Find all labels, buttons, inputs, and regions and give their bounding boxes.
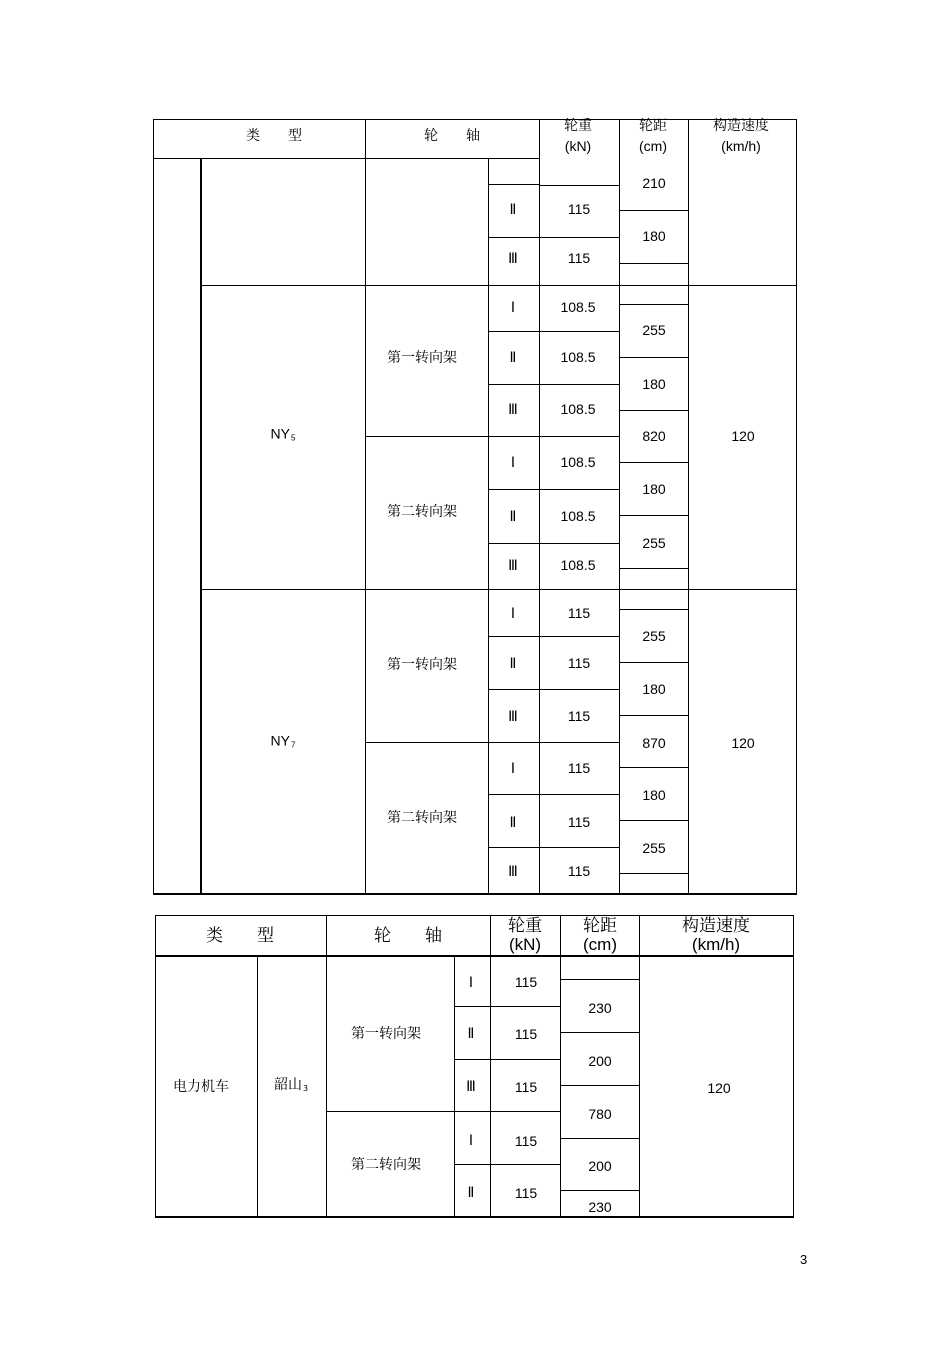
t1-ny5-load: 108.5 — [560, 401, 596, 417]
t1-ny7-axle: Ⅰ — [510, 605, 516, 621]
t1-ny5-load: 108.5 — [560, 508, 596, 524]
t1-ny5-load: 108.5 — [560, 299, 596, 315]
t1-header-type: 类 型 — [246, 128, 302, 144]
t1-ny7-axle: Ⅲ — [508, 708, 518, 724]
t2-load: 115 — [514, 1026, 538, 1042]
t1-ny7-model: $NY_7$ — [270, 732, 296, 750]
t1-ny7-wheelbase: 255 — [642, 628, 666, 644]
t1-ny5-load: 108.5 — [560, 349, 596, 365]
t1-ny5-wheelbase: 820 — [642, 428, 666, 444]
t1-top-wheelbase-2: 180 — [642, 228, 666, 244]
t2-header-axle: 轮 轴 — [374, 926, 442, 946]
t2-wheelbase: 230 — [588, 1199, 612, 1215]
t1-top-load-3: 115 — [567, 250, 591, 266]
t1-ny5-axle: Ⅲ — [508, 557, 518, 573]
t2-load: 115 — [514, 1133, 538, 1149]
t1-ny7-load: 115 — [567, 863, 591, 879]
t1-ny7-load: 115 — [567, 605, 591, 621]
t1-ny7-bogie-2: 第二转向架 — [387, 810, 457, 826]
t1-top-load-2: 115 — [567, 201, 591, 217]
t1-header-speed-unit: (km/h) — [721, 138, 761, 154]
t1-ny7-wheelbase: 870 — [642, 735, 666, 751]
t1-ny7-load: 115 — [567, 655, 591, 671]
t1-ny5-wheelbase: 255 — [642, 322, 666, 338]
t1-ny7-axle: Ⅰ — [510, 760, 516, 776]
t2-header-type: 类 型 — [206, 926, 274, 946]
t2-axle: Ⅱ — [467, 1025, 475, 1041]
t2-load: 115 — [514, 1079, 538, 1095]
t1-ny5-wheelbase: 255 — [642, 535, 666, 551]
t1-ny5-bogie-2: 第二转向架 — [387, 504, 457, 520]
t2-header-wheelbase: 轮距 — [583, 916, 617, 936]
t1-top-axle-2: Ⅱ — [509, 201, 517, 217]
t1-header-wheel-load: 轮重 — [564, 118, 592, 134]
t1-ny5-speed: 120 — [731, 428, 755, 444]
t1-ny5-axle: Ⅰ — [510, 299, 516, 315]
t1-ny5-axle: Ⅱ — [509, 508, 517, 524]
t2-wheelbase: 230 — [588, 1000, 612, 1016]
t2-axle: Ⅰ — [468, 974, 474, 990]
t1-header-wheelbase: 轮距 — [639, 118, 667, 134]
t2-axle: Ⅱ — [467, 1184, 475, 1200]
t1-ny7-load: 115 — [567, 814, 591, 830]
page-number: 3 — [800, 1252, 808, 1267]
t2-wheelbase: 200 — [588, 1158, 612, 1174]
t1-top-wheelbase-1: 210 — [642, 175, 666, 191]
t1-ny7-wheelbase: 255 — [642, 840, 666, 856]
t2-header-speed: 构造速度 — [682, 916, 750, 936]
t1-ny7-wheelbase: 180 — [642, 681, 666, 697]
t1-header-axle: 轮 轴 — [424, 128, 480, 144]
t2-axle: Ⅲ — [466, 1078, 476, 1094]
t2-header-wheelbase-unit: (cm) — [583, 935, 617, 954]
t1-ny7-axle: Ⅱ — [509, 655, 517, 671]
t1-ny7-wheelbase: 180 — [642, 787, 666, 803]
t1-ny5-load: 108.5 — [560, 557, 596, 573]
t2-load: 115 — [514, 974, 538, 990]
t1-top-axle-3: Ⅲ — [508, 250, 518, 266]
t1-ny5-axle: Ⅱ — [509, 349, 517, 365]
t1-ny5-axle: Ⅰ — [510, 454, 516, 470]
t2-header-wheel-load: 轮重 — [508, 916, 542, 936]
t1-ny7-axle: Ⅱ — [509, 814, 517, 830]
t1-ny7-load: 115 — [567, 760, 591, 776]
t2-header-speed-unit: (km/h) — [691, 935, 741, 954]
t2-header-wheel-load-unit: (kN) — [508, 935, 542, 954]
t1-header-speed: 构造速度 — [713, 118, 769, 134]
t2-bogie-2: 第二转向架 — [351, 1157, 421, 1173]
t1-header-wheel-load-unit: (kN) — [564, 138, 592, 154]
t1-ny5-wheelbase: 180 — [642, 481, 666, 497]
t1-ny5-bogie-1: 第一转向架 — [387, 350, 457, 366]
t1-ny7-bogie-1: 第一转向架 — [387, 657, 457, 673]
t1-header-wheelbase-unit: (cm) — [639, 138, 667, 154]
t1-ny5-axle: Ⅲ — [508, 401, 518, 417]
t1-ny7-load: 115 — [567, 708, 591, 724]
t2-load: 115 — [514, 1185, 538, 1201]
t2-speed: 120 — [707, 1080, 731, 1096]
t2-model: 韶山$_3$ — [273, 1077, 309, 1093]
t2-bogie-1: 第一转向架 — [351, 1026, 421, 1042]
t2-wheelbase: 780 — [588, 1106, 612, 1122]
t1-ny5-load: 108.5 — [560, 454, 596, 470]
t2-wheelbase: 200 — [588, 1053, 612, 1069]
t1-ny5-wheelbase: 180 — [642, 376, 666, 392]
t1-ny7-axle: Ⅲ — [508, 863, 518, 879]
t2-axle: Ⅰ — [468, 1132, 474, 1148]
t1-ny7-speed: 120 — [731, 735, 755, 751]
t2-category: 电力机车 — [173, 1079, 229, 1095]
t1-ny5-model: $NY_5$ — [270, 425, 296, 443]
